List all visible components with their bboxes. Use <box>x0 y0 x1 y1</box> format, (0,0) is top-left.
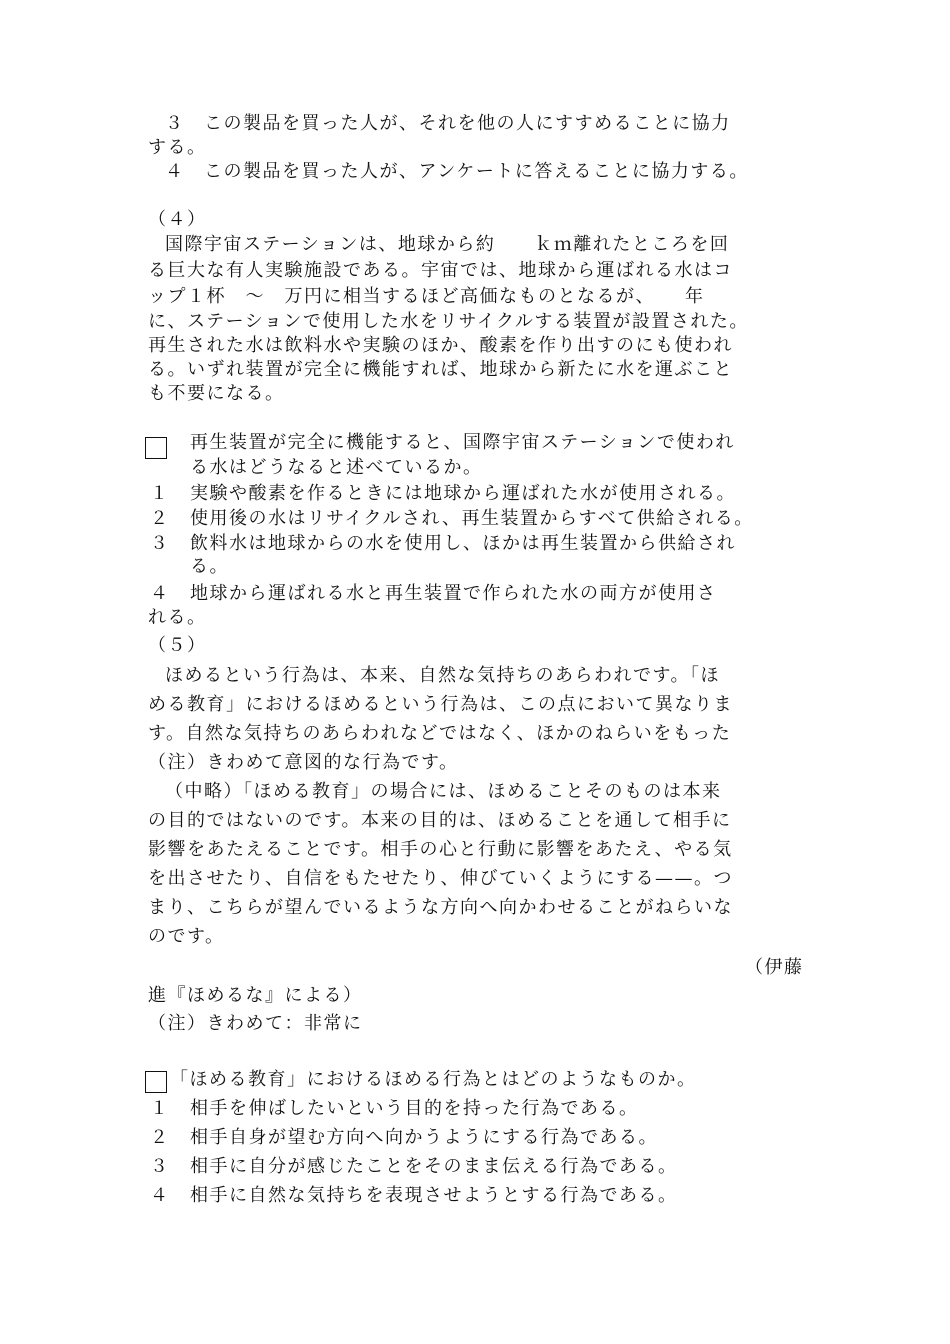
q4-passage-line: ップ１杯 〜 万円に相当するほど高価なものとなるが、 年 <box>148 286 705 307</box>
q5-passage-line: まり、こちらが望んでいるような方向へ向かわせることがねらいな <box>148 897 733 918</box>
q5-option-4[interactable]: 相手に自然な気持ちを表現させようとする行為である。 <box>190 1185 678 1206</box>
q5-option-1[interactable]: 相手を伸ばしたいという目的を持った行為である。 <box>190 1098 639 1119</box>
q5-passage-line: のです。 <box>148 926 225 947</box>
q5-answer-box[interactable] <box>145 1071 167 1093</box>
q5-source: （伊藤 <box>745 957 804 978</box>
q5-question: 「ほめる教育」におけるほめる行為とはどのようなものか。 <box>170 1069 697 1090</box>
q4-option-number: ２ <box>150 508 170 529</box>
q5-passage-line: ほめるという行為は、本来、自然な気持ちのあらわれです。「ほ <box>165 665 721 686</box>
q4-option-number: ３ <box>150 533 170 554</box>
q4-passage-line: に、ステーションで使用した水をリサイクルする装置が設置された。 <box>148 311 749 332</box>
q5-note: （注）きわめて：非常に <box>148 1013 363 1034</box>
q5-option-number: ４ <box>150 1185 170 1206</box>
q4-question-line: る水はどうなると述べているか。 <box>190 457 483 478</box>
q3-option-3-cont: する。 <box>148 137 207 158</box>
q4-passage-line: る。いずれ装置が完全に機能すれば、地球から新たに水を運ぶこと <box>148 359 733 380</box>
q3-option-4: ４ この製品を買った人が、アンケートに答えることに協力する。 <box>165 161 749 182</box>
q4-option-4[interactable]: 地球から運ばれる水と再生装置で作られた水の両方が使用さ <box>190 583 717 604</box>
q4-number: （４） <box>148 209 207 230</box>
q4-option-1[interactable]: 実験や酸素を作るときには地球から運ばれた水が使用される。 <box>190 483 736 504</box>
q5-option-2[interactable]: 相手自身が望む方向へ向かうようにする行為である。 <box>190 1127 658 1148</box>
q5-option-number: １ <box>150 1098 170 1119</box>
q4-option-3-cont: る。 <box>190 556 229 577</box>
q4-option-4-cont: れる。 <box>148 607 207 628</box>
q4-passage-line: 再生された水は飲料水や実験のほか、酸素を作り出すのにも使われ <box>148 335 733 356</box>
q4-option-2[interactable]: 使用後の水はリサイクルされ、再生装置からすべて供給される。 <box>190 508 754 529</box>
q5-source-cont: 進『ほめるな』による） <box>148 985 363 1006</box>
q5-option-number: ２ <box>150 1127 170 1148</box>
q5-option-3[interactable]: 相手に自分が感じたことをそのまま伝える行為である。 <box>190 1156 678 1177</box>
q3-option-3: ３ この製品を買った人が、それを他の人にすすめることに協力 <box>165 113 731 134</box>
q5-passage-line: める教育」におけるほめるという行為は、この点において異なりま <box>148 694 733 715</box>
q5-passage-line: 影響をあたえることです。相手の心と行動に影響をあたえ、やる気 <box>148 839 733 860</box>
q5-option-number: ３ <box>150 1156 170 1177</box>
q4-option-number: ４ <box>150 583 170 604</box>
q4-passage-line: 国際宇宙ステーションは、地球から約 ｋｍ離れたところを回 <box>165 234 730 255</box>
q4-option-3[interactable]: 飲料水は地球からの水を使用し、ほかは再生装置から供給され <box>190 533 736 554</box>
q5-passage-line: （注）きわめて意図的な行為です。 <box>148 752 459 773</box>
q5-passage-line: す。自然な気持ちのあらわれなどではなく、ほかのねらいをもった <box>148 723 732 744</box>
q5-passage-line: の目的ではないのです。本来の目的は、ほめることを通して相手に <box>148 810 732 831</box>
q4-option-number: １ <box>150 483 170 504</box>
q5-number: （５） <box>148 635 207 656</box>
q4-passage-line: も不要になる。 <box>148 383 285 404</box>
q4-question-line: 再生装置が完全に機能すると、国際宇宙ステーションで使われ <box>190 432 735 453</box>
q4-answer-box[interactable] <box>145 437 167 459</box>
q5-passage-line: を出させたり、自信をもたせたり、伸びていくようにする——。つ <box>148 868 733 889</box>
q5-passage-line: （中略）「ほめる教育」の場合には、ほめることそのものは本来 <box>165 781 722 802</box>
q4-passage-line: る巨大な有人実験施設である。宇宙では、地球から運ばれる水はコ <box>148 260 733 281</box>
